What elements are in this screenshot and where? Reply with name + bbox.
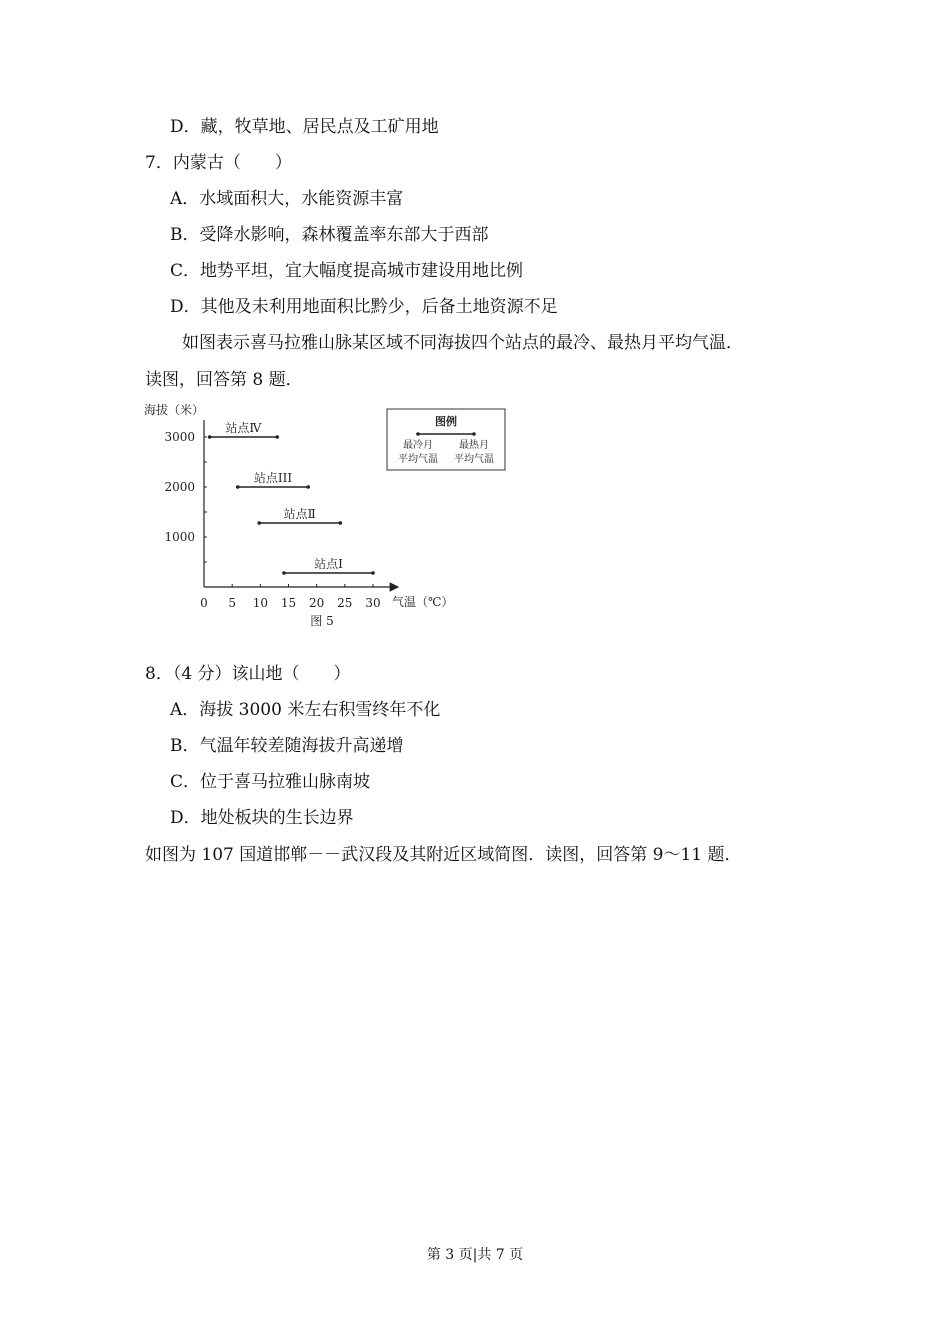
option-7b: B．受降水影响，森林覆盖率东部大于西部: [170, 225, 489, 245]
x-tick-label: 0: [200, 596, 208, 610]
legend-dot-hot: [472, 432, 476, 436]
coldest-point: [208, 435, 212, 439]
hottest-point: [275, 435, 279, 439]
y-tick-label: 2000: [164, 480, 195, 494]
x-tick-label: 5: [228, 596, 236, 610]
legend: [387, 409, 505, 470]
coldest-point: [236, 485, 240, 489]
hottest-point: [371, 571, 375, 575]
option-7c: C．地势平坦，宜大幅度提高城市建设用地比例: [170, 261, 524, 281]
x-tick-label: 15: [280, 596, 297, 610]
option-7d: D．其他及未利用地面积比黔少，后备土地资源不足: [170, 297, 558, 317]
x-axis-label: 气温（℃）: [392, 595, 454, 609]
y-tick-label: 1000: [164, 530, 195, 544]
intro-paragraph: 如图表示喜马拉雅山脉某区域不同海拔四个站点的最冷、最热月平均气温．: [182, 333, 743, 353]
page-footer: 第 3 页|共 7 页: [426, 1247, 524, 1263]
option-8b: B．气温年较差随海拔升高递增: [170, 736, 404, 756]
station-label: 站点Ⅱ: [283, 507, 316, 521]
option-8a: A．海拔 3000 米左右积雪终年不化: [170, 700, 441, 720]
intro-paragraph-cont: 读图，回答第 8 题．: [145, 370, 303, 390]
legend-hot-l2: 平均气温: [454, 454, 494, 465]
station-label: 站点III: [253, 471, 293, 485]
legend-cold-l1: 最冷月: [403, 440, 433, 451]
y-axis-label: 海拔（米）: [144, 403, 205, 417]
station-label: 站点Ⅳ: [225, 421, 262, 435]
legend-dot-cold: [416, 432, 420, 436]
station-label: 站点Ⅰ: [314, 557, 343, 571]
option-8c: C．位于喜马拉雅山脉南坡: [170, 772, 371, 792]
x-tick-label: 30: [365, 596, 381, 610]
legend-title: 图例: [435, 415, 457, 428]
question-8-stem: 8．（4 分）该山地（ ）: [145, 664, 351, 684]
intro-next-questions: 如图为 107 国道邯郸－－武汉段及其附近区域简图．读图，回答第 9～11 题．: [145, 845, 742, 865]
coldest-point: [282, 571, 286, 575]
hottest-point: [339, 521, 343, 525]
legend-cold-l2: 平均气温: [398, 454, 438, 465]
figure-5-chart: [0, 0, 950, 650]
legend-hot-l1: 最热月: [459, 440, 489, 451]
figure-caption: 图 5: [310, 614, 334, 628]
x-tick-label: 10: [252, 596, 268, 610]
coldest-point: [257, 521, 261, 525]
hottest-point: [306, 485, 310, 489]
option-8d: D．地处板块的生长边界: [170, 808, 354, 828]
x-tick-label: 20: [309, 596, 325, 610]
x-tick-label: 25: [337, 596, 353, 610]
y-tick-label: 3000: [164, 430, 195, 444]
question-7-stem: 7．内蒙古（ ）: [145, 153, 292, 173]
option-7a: A．水域面积大，水能资源丰富: [170, 189, 404, 209]
option-6d: D．藏，牧草地、居民点及工矿用地: [170, 117, 439, 137]
